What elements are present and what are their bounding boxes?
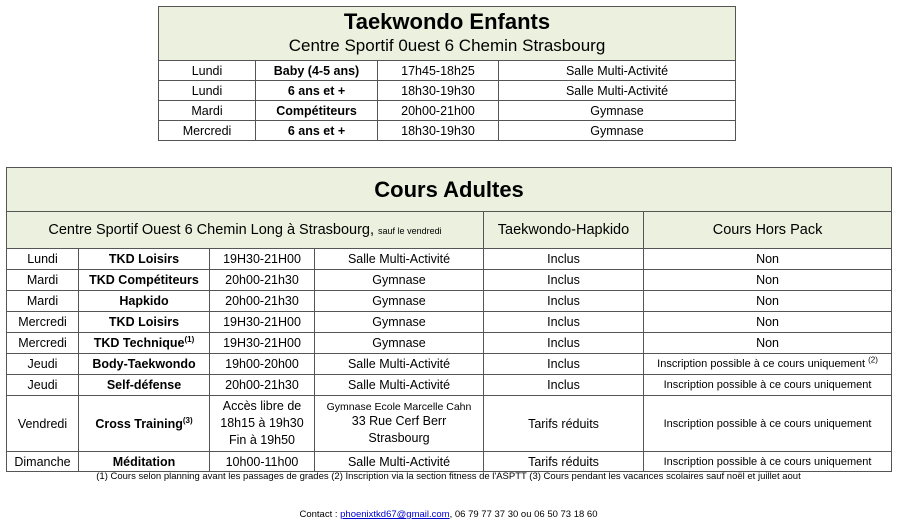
- room-cell: Gymnase: [315, 312, 484, 333]
- course-cell: [79, 354, 210, 375]
- room-cell: Salle Multi-Activité: [499, 81, 736, 101]
- pack-cell: Inclus: [484, 249, 644, 270]
- time-cell: 20h00-21h30: [210, 270, 315, 291]
- hors-cell: Non: [644, 312, 892, 333]
- time-line: Fin à 19h50: [228, 433, 296, 447]
- hors-cell: Non: [644, 270, 892, 291]
- table-row: [7, 375, 892, 396]
- room-cell: Salle Multi-Activité: [315, 452, 484, 472]
- group-cell: 6 ans et +: [256, 81, 378, 101]
- course-name: TKD Compétiteurs: [89, 273, 199, 287]
- contact-label: Contact :: [299, 509, 341, 520]
- table-row: [7, 291, 892, 312]
- room-cell: Gymnase: [315, 270, 484, 291]
- email-link[interactable]: phoenixtkd67@gmail.com: [340, 509, 450, 520]
- contact-line: [0, 509, 897, 520]
- footnote-ref: (3): [182, 415, 193, 425]
- hors-cell: Inscription possible à ce cours uniquement: [644, 396, 892, 452]
- enfants-title: Taekwondo Enfants: [343, 9, 551, 34]
- day-cell: Lundi: [159, 81, 256, 101]
- room-cell: Gymnase: [315, 291, 484, 312]
- pack-cell: Inclus: [484, 333, 644, 354]
- time-cell: 19H30-21H00: [210, 333, 315, 354]
- room-line: 33 Rue Cerf Berr: [351, 413, 447, 428]
- time-line: Accès libre de: [222, 399, 302, 413]
- table-row: [159, 101, 736, 121]
- time-cell: 20h00-21h30: [210, 291, 315, 312]
- room-line: Strasbourg: [368, 430, 430, 445]
- course-cell: [79, 333, 210, 354]
- day-cell: Lundi: [159, 61, 256, 81]
- pack-cell: Inclus: [484, 270, 644, 291]
- group-cell: 6 ans et +: [256, 121, 378, 141]
- course-name: TKD Loisirs: [108, 315, 180, 329]
- course-name: Cross Training: [95, 416, 183, 431]
- day-cell: Vendredi: [7, 396, 79, 452]
- hors-cell: [644, 354, 892, 375]
- footnotes: (1) Cours selon planning avant les passages de grades (2) Inscription via la section fitness de l'ASPTT (3) Cours pendant les vacances scolaires sauf noël et juillet aout: [96, 471, 801, 482]
- pack-cell: Inclus: [484, 375, 644, 396]
- table-row: [159, 81, 736, 101]
- hors-cell: Non: [644, 249, 892, 270]
- course-cell: Méditation: [79, 452, 210, 472]
- room-cell: Gymnase: [315, 333, 484, 354]
- day-cell: Jeudi: [7, 375, 79, 396]
- table-row: [159, 121, 736, 141]
- time-cell: 20h00-21h30: [210, 375, 315, 396]
- footnote-ref: (1): [184, 334, 195, 344]
- course-cell: [79, 270, 210, 291]
- course-cell: [79, 375, 210, 396]
- day-cell: Mercredi: [7, 333, 79, 354]
- time-cell: 10h00-11h00: [210, 452, 315, 472]
- table-row: [7, 270, 892, 291]
- day-cell: Lundi: [7, 249, 79, 270]
- day-cell: Jeudi: [7, 354, 79, 375]
- time-cell: 18h30-19h30: [378, 121, 499, 141]
- pack-cell: Inclus: [484, 354, 644, 375]
- day-cell: Mercredi: [7, 312, 79, 333]
- group-cell: Baby (4-5 ans): [256, 61, 378, 81]
- room-line: Gymnase Ecole Marcelle Cahn: [326, 400, 472, 413]
- footnote-ref: (2): [868, 355, 878, 365]
- course-name: Body-Taekwondo: [92, 357, 196, 371]
- location-text: Centre Sportif Ouest 6 Chemin Long à Strasbourg,: [48, 222, 375, 238]
- course-cell: [79, 249, 210, 270]
- location-header: [7, 212, 484, 249]
- pack-header: Taekwondo-Hapkido: [484, 212, 644, 249]
- course-name: TKD Technique: [93, 336, 185, 350]
- table-row: [7, 354, 892, 375]
- room-cell: Gymnase: [499, 121, 736, 141]
- room-cell: Salle Multi-Activité: [315, 354, 484, 375]
- hors-cell: Non: [644, 291, 892, 312]
- room-cell: [315, 396, 484, 452]
- hors-pack-header: Cours Hors Pack: [644, 212, 892, 249]
- enfants-table: [158, 6, 736, 141]
- table-row: [7, 452, 892, 472]
- table-row: [7, 333, 892, 354]
- group-cell: Compétiteurs: [256, 101, 378, 121]
- hors-cell: Inscription possible à ce cours uniquement: [644, 452, 892, 472]
- enfants-subtitle: Centre Sportif 0uest 6 Chemin Strasbourg: [288, 36, 606, 55]
- pack-cell: Inclus: [484, 312, 644, 333]
- table-row: [7, 312, 892, 333]
- room-cell: Salle Multi-Activité: [499, 61, 736, 81]
- time-cell: 18h30-19h30: [378, 81, 499, 101]
- enfants-header: [159, 7, 736, 61]
- hors-cell: Inscription possible à ce cours uniquement: [644, 375, 892, 396]
- hors-cell: Non: [644, 333, 892, 354]
- adultes-title: Cours Adultes: [7, 168, 892, 212]
- room-cell: Gymnase: [499, 101, 736, 121]
- time-cell: 19h00-20h00: [210, 354, 315, 375]
- hors-text: Inscription possible à ce cours uniquement: [657, 358, 866, 370]
- table-row: [159, 61, 736, 81]
- time-cell: 19H30-21H00: [210, 249, 315, 270]
- day-cell: Mardi: [7, 270, 79, 291]
- course-cell: [79, 312, 210, 333]
- course-cell: [79, 396, 210, 452]
- day-cell: Mardi: [7, 291, 79, 312]
- time-cell: 20h00-21h00: [378, 101, 499, 121]
- room-cell: Salle Multi-Activité: [315, 375, 484, 396]
- time-cell: 17h45-18h25: [378, 61, 499, 81]
- pack-cell: Tarifs réduits: [484, 452, 644, 472]
- day-cell: Dimanche: [7, 452, 79, 472]
- time-cell: [210, 396, 315, 452]
- pack-cell: Inclus: [484, 291, 644, 312]
- location-note: sauf le vendredi: [378, 226, 442, 236]
- time-line: 18h15 à 19h30: [220, 416, 304, 430]
- table-row: [7, 396, 892, 452]
- adultes-header-row: [7, 212, 892, 249]
- day-cell: Mardi: [159, 101, 256, 121]
- time-cell: 19H30-21H00: [210, 312, 315, 333]
- course-name: Self-défense: [106, 378, 182, 392]
- course-name: Hapkido: [119, 294, 169, 308]
- day-cell: Mercredi: [159, 121, 256, 141]
- contact-phones: , 06 79 77 37 30 ou 06 50 73 18 60: [449, 509, 598, 520]
- table-row: [7, 249, 892, 270]
- course-cell: [79, 291, 210, 312]
- room-cell: Salle Multi-Activité: [315, 249, 484, 270]
- course-name: TKD Loisirs: [108, 252, 180, 266]
- adultes-table: [6, 167, 892, 472]
- pack-cell: Tarifs réduits: [484, 396, 644, 452]
